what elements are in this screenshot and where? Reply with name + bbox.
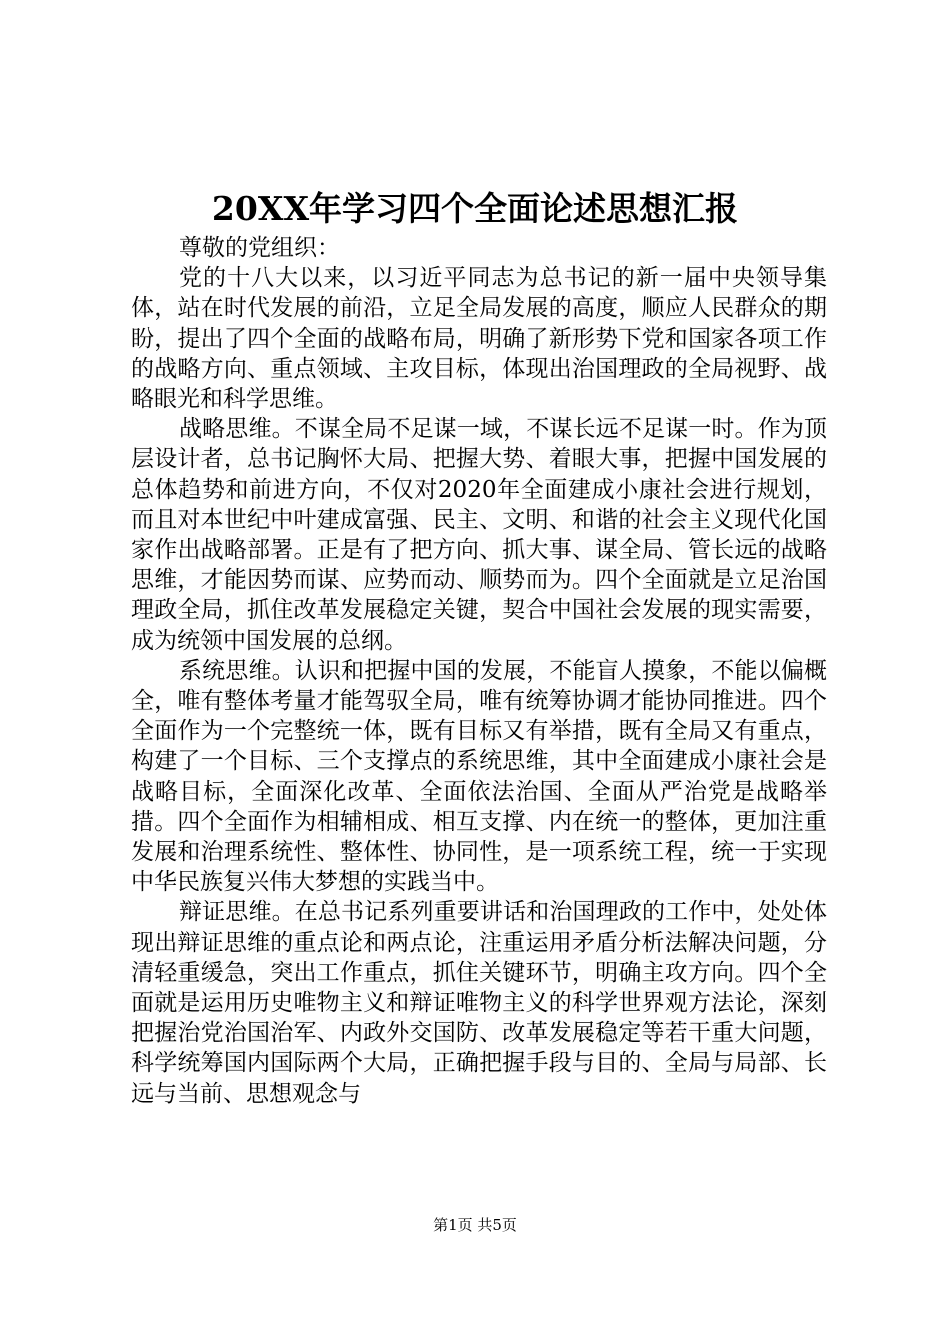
paragraph-intro: 党的十八大以来，以习近平同志为总书记的新一届中央领导集体，站在时代发展的前沿，立足全局发展的高度，顺应人民群众的期盼，提出了四个全面的战略布局，明确了新形势下党和国家各项工作的战略方向、重点领域、主攻目标，体现出治国理政的全局视野、战略眼光和科学思维。 [131,265,827,413]
salutation: 尊敬的党组织： [179,235,340,261]
paragraph-dialectical-thinking: 辩证思维。在总书记系列重要讲话和治国理政的工作中，处处体现出辩证思维的重点论和两点论，注重运用矛盾分析法解决问题，分清轻重缓急，突出工作重点，抓住关键环节，明确主攻方向。四个全面就是运用历史唯物主义和辩证唯物主义的科学世界观方法论，深刻把握治党治国治军、内政外交国防、改革发展稳定等若干重大问题，科学统筹国内国际两个大局，正确把握手段与目的、全局与局部、长远与当前、思想观念与 [131,899,827,1107]
page-footer: 第1页 共5页 [433,1216,517,1234]
document-title: 20XX年学习四个全面论述思想汇报 [211,189,739,228]
paragraph-systems-thinking: 系统思维。认识和把握中国的发展，不能盲人摸象，不能以偏概全，唯有整体考量才能驾驭全局，唯有统筹协调才能协同推进。四个全面作为一个完整统一体，既有目标又有举措，既有全局又有重点，构建了一个目标、三个支撑点的系统思维，其中全面建成小康社会是战略目标，全面深化改革、全面依法治国、全面从严治党是战略举措。四个全面作为相辅相成、相互支撑、内在统一的整体，更加注重发展和治理系统性、整体性、协同性，是一项系统工程，统一于实现中华民族复兴伟大梦想的实践当中。 [131,657,827,896]
paragraph-strategic-thinking: 战略思维。不谋全局不足谋一域，不谋长远不足谋一时。作为顶层设计者，总书记胸怀大局、把握大势、着眼大事，把握中国发展的总体趋势和前进方向，不仅对2020年全面建成小康社会进行规划，而且对本世纪中叶建成富强、民主、文明、和谐的社会主义现代化国家作出战略部署。正是有了把方向、抓大事、谋全局、管长远的战略思维，才能因势而谋、应势而动、顺势而为。四个全面就是立足治国理政全局，抓住改革发展稳定关键，契合中国社会发展的现实需要，成为统领中国发展的总纲。 [131,416,827,654]
document-body [131,233,827,1109]
